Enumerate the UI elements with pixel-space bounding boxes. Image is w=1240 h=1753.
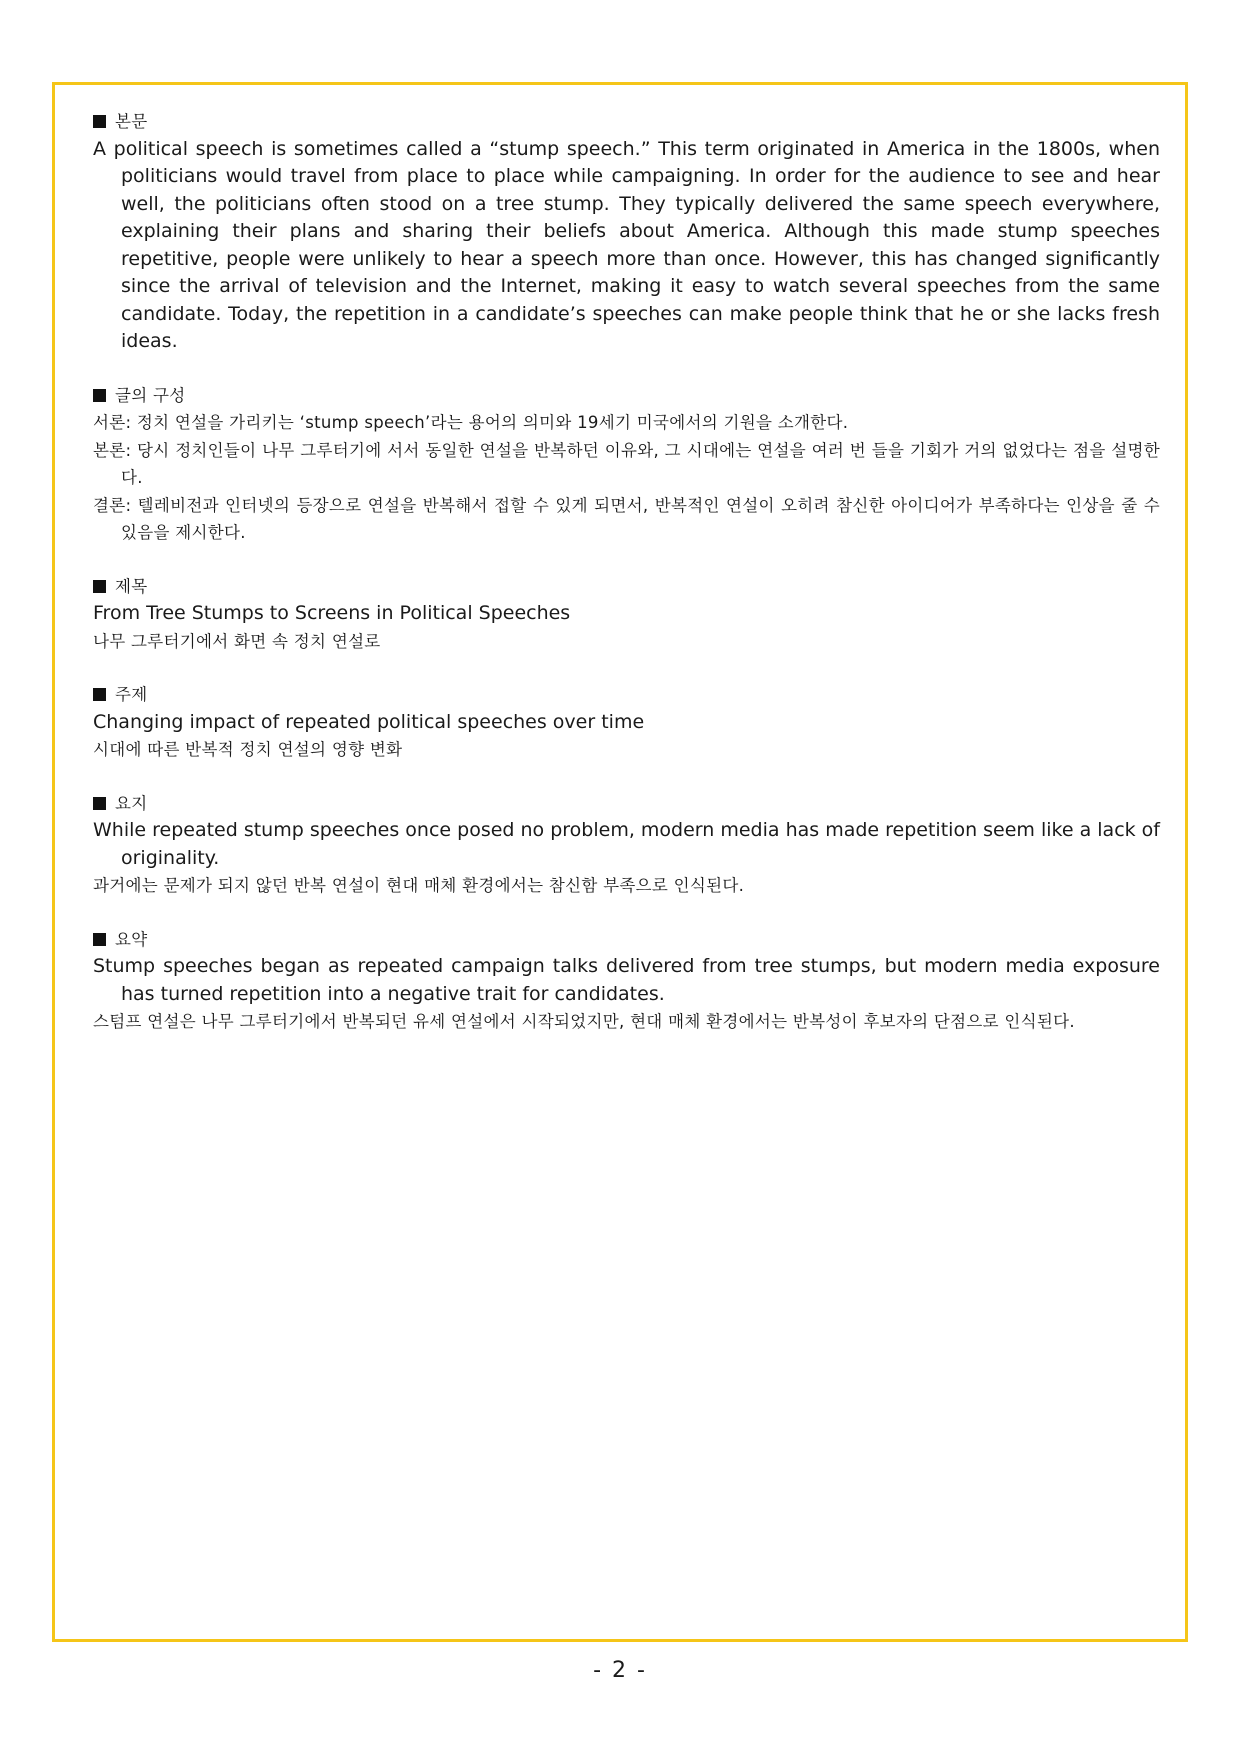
topic-english: Changing impact of repeated political speeches over time xyxy=(93,710,645,733)
gist-korean: 과거에는 문제가 되지 않던 반복 연설이 현대 매체 환경에서는 참신함 부족으로 인식된다. xyxy=(93,876,745,895)
section-heading-label: 주제 xyxy=(115,685,148,704)
section-heading-label: 본문 xyxy=(115,112,148,131)
structure-conclusion: 결론: 텔레비전과 인터넷의 등장으로 연설을 반복해서 접할 수 있게 되면서, 반복적인 연설이 오히려 참신한 아이디어가 부족하다는 인상을 줄 수 있음을 제시한다. xyxy=(93,495,1160,542)
section-heading xyxy=(93,108,1160,136)
document-content xyxy=(93,108,1160,1062)
square-bullet-icon xyxy=(93,115,106,128)
section-gist xyxy=(93,790,1160,900)
section-heading-label: 요지 xyxy=(115,793,148,813)
section-structure xyxy=(93,382,1160,547)
section-summary xyxy=(93,926,1160,1036)
page-number: - 2 - xyxy=(593,1658,647,1683)
topic-korean: 시대에 따른 반복적 정치 연설의 영향 변화 xyxy=(93,740,403,759)
square-bullet-icon xyxy=(93,688,106,701)
section-title xyxy=(93,573,1160,656)
gist-english: While repeated stump speeches once posed no problem, modern media has made repetition seem like a lack of originality. xyxy=(93,819,1160,869)
square-bullet-icon xyxy=(93,933,106,946)
section-topic xyxy=(93,681,1160,764)
summary-korean: 스텀프 연설은 나무 그루터기에서 반복되던 유세 연설에서 시작되었지만, 현대 매체 환경에서는 반복성이 후보자의 단점으로 인식된다. xyxy=(93,1012,1075,1031)
square-bullet-icon xyxy=(93,580,106,593)
section-heading xyxy=(93,573,1160,601)
summary-english: Stump speeches began as repeated campaign talks delivered from tree stumps, but modern media exposure has turned repetition into a negative trait for candidates. xyxy=(93,955,1160,1005)
section-heading xyxy=(93,382,1160,410)
structure-intro: 서론: 정치 연설을 가리키는 ‘stump speech’라는 용어의 의미와 19세기 미국에서의 기원을 소개한다. xyxy=(93,413,849,432)
title-english: From Tree Stumps to Screens in Political Speeches xyxy=(93,602,571,624)
section-heading-label: 제목 xyxy=(115,576,148,596)
section-body xyxy=(93,108,1160,356)
section-heading xyxy=(93,926,1160,954)
section-heading-label: 글의 구성 xyxy=(115,385,186,405)
square-bullet-icon xyxy=(93,389,106,402)
section-heading xyxy=(93,681,1160,709)
structure-main: 본론: 당시 정치인들이 나무 그루터기에 서서 동일한 연설을 반복하던 이유와, 그 시대에는 연설을 여러 번 들을 기회가 거의 없었다는 점을 설명한다. xyxy=(93,440,1160,487)
body-paragraph: A political speech is sometimes called a “stump speech.” This term originated in America in the 1800s, when politicians would travel from place to place while campaigning. In order for the audience to see and hear well, the politicians often stood on a tree stump. They typically delivered the same speech everywhere, explaining their plans and sharing their beliefs about America. Although this made stump speeches repetitive, people were unlikely to hear a speech more than once. However, this has changed significantly since the arrival of television and the Internet, making it easy to watch several speeches from the same candidate. Today, the repetition in a candidate’s speeches can make people think that he or she lacks fresh ideas. xyxy=(93,137,1160,352)
title-korean: 나무 그루터기에서 화면 속 정치 연설로 xyxy=(93,631,381,651)
square-bullet-icon xyxy=(93,797,106,810)
section-heading xyxy=(93,790,1160,818)
section-heading-label: 요약 xyxy=(115,929,148,949)
